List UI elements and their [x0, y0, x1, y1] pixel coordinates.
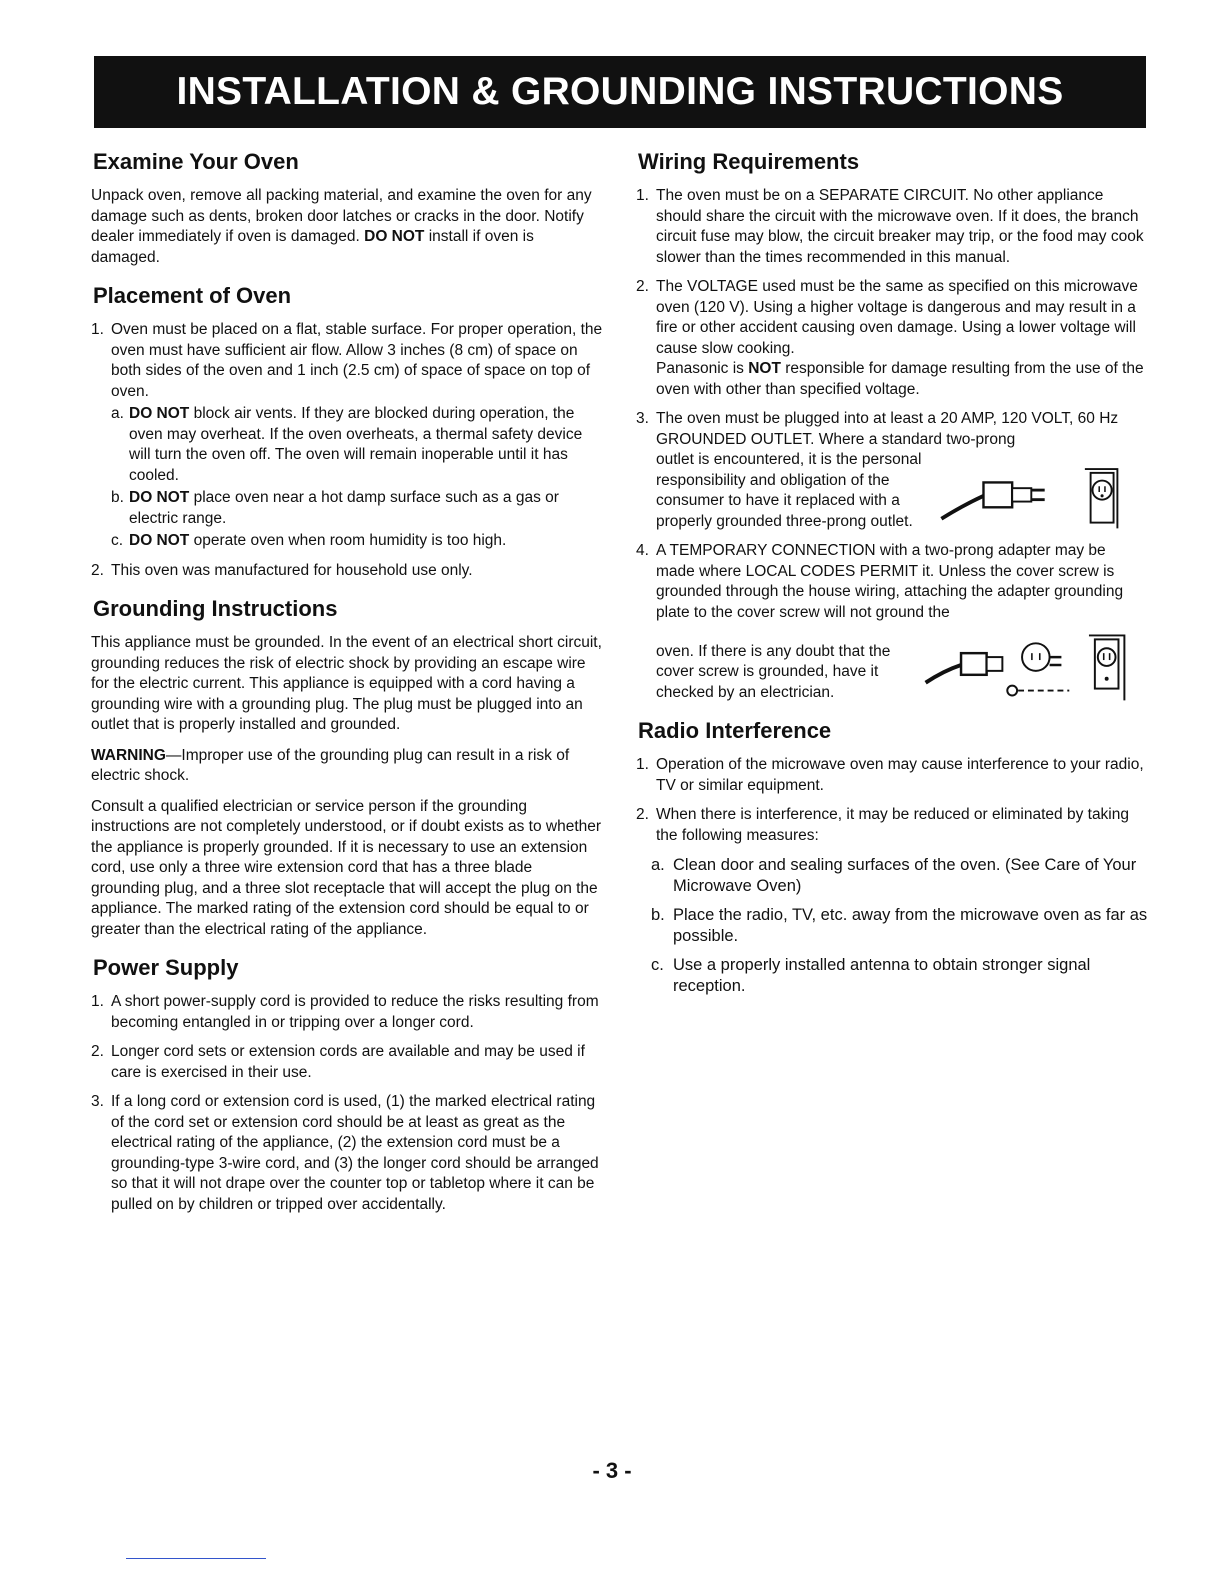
figure-row — [656, 450, 1148, 532]
list-text: This oven was manufactured for household use only. — [111, 561, 473, 579]
list-bold: NOT — [748, 360, 781, 377]
power-heading: Power Supply — [93, 955, 239, 980]
list-text: oven. If there is any doubt that the cover screw is grounded, have it checked by an electrician. — [656, 642, 891, 701]
three-prong-plug-outlet-icon — [928, 452, 1148, 532]
adapter-plug-head — [987, 657, 1003, 671]
examine-section — [91, 148, 603, 268]
list-number: 1. — [636, 756, 649, 773]
sub-text: Use a properly installed antenna to obtain stronger signal reception. — [673, 956, 1091, 995]
warning-label: WARNING — [91, 746, 166, 764]
list-text: The oven must be plugged into at least a 20 AMP, 120 VOLT, 60 Hz GROUNDED OUTLET. Where a standard two-prong — [656, 410, 1119, 448]
warning-text: —Improper use of the grounding plug can result in a risk of electric shock. — [91, 746, 570, 784]
sub-text: operate oven when room humidity is too high. — [193, 532, 507, 549]
sub-bold: DO NOT — [129, 405, 190, 422]
sub-item — [636, 905, 1148, 947]
sub-letter: b. — [111, 489, 124, 506]
sub-item — [91, 404, 603, 486]
adapter-plug-body — [961, 653, 987, 675]
list-number: 2. — [636, 806, 649, 823]
sub-text: Place the radio, TV, etc. away from the microwave oven as far as possible. — [673, 906, 1148, 945]
wiring-section — [636, 148, 1148, 703]
list-item — [91, 992, 603, 1033]
list-number: 2. — [91, 1043, 104, 1060]
list-text: Operation of the microwave oven may cause interference to your radio, TV or similar equipment. — [656, 756, 1144, 794]
radio-section — [636, 717, 1148, 997]
list-item — [91, 320, 603, 552]
examine-bold: DO NOT — [364, 228, 425, 245]
warning-paragraph — [91, 746, 603, 787]
list-text: Panasonic is — [656, 360, 744, 377]
wiring-heading: Wiring Requirements — [638, 149, 860, 174]
list-text: If a long cord or extension cord is used, (1) the marked electrical rating of the cord set or extension cord should be at least as great as the electrical rating of the appliance, (2) the extension cord must be a grounding-type 3-wire cord, and (3) the longer cord should be arranged so that it will not drape over the counter top or tabletop where it can be pulled on by children or tripped over accidentally. — [111, 1093, 599, 1213]
page-title: INSTALLATION & GROUNDING INSTRUCTIONS — [176, 70, 1064, 113]
list-text: responsible for damage resulting from the use of the oven with other than specified voltage. — [656, 360, 1144, 398]
right-column — [636, 148, 1148, 1011]
list-number: 3. — [636, 410, 649, 427]
sub-letter: c. — [111, 532, 124, 549]
list-text: The oven must be on a SEPARATE CIRCUIT. No other appliance should share the circuit with the microwave oven. If it does, the branch circuit fuse may blow, the circuit breaker may trip, or the food may cook slower than the times recommended in this manual. — [656, 187, 1144, 266]
sub-letter: b. — [651, 906, 665, 924]
plug-body — [983, 482, 1012, 507]
list-text: A short power-supply cord is provided to reduce the risks resulting from becoming entangled in or tripping over a longer cord. — [111, 993, 599, 1031]
grounding-heading: Grounding Instructions — [93, 596, 338, 621]
list-text: outlet is encountered, it is the personal responsibility and obligation of the consumer to have it replaced with a properly grounded three-prong outlet. — [656, 451, 922, 530]
page-number: - 3 - — [592, 1458, 632, 1483]
list-item — [636, 805, 1148, 846]
outlet-face — [1098, 648, 1116, 666]
list-item — [636, 409, 1148, 532]
list-text: A TEMPORARY CONNECTION with a two-prong adapter may be made where LOCAL CODES PERMIT it. Unless the cover screw is grounded through the house wiring, attaching the adapter grounding plate to the cover screw will not ground the — [656, 542, 1124, 621]
sub-letter: a. — [111, 405, 124, 422]
list-item — [91, 561, 603, 582]
adapter-body — [1022, 643, 1050, 671]
sub-item — [636, 955, 1148, 997]
sub-bold: DO NOT — [129, 532, 190, 549]
list-number: 2. — [636, 278, 649, 295]
grounding-paragraph: Consult a qualified electrician or service person if the grounding instructions are not completely understood, or if doubt exists as to whether the appliance is properly grounded. If it is necessary to use an extension cord, use only a three wire extension cord that has a three blade grounding plug, and a three slot receptacle that will accept the plug on the appliance. The marked rating of the extension cord should be equal to or greater than the electrical rating of the appliance. — [91, 797, 602, 938]
examine-text-2: install if oven is damaged. — [91, 228, 534, 266]
list-number: 3. — [91, 1093, 104, 1110]
two-prong-adapter-icon — [902, 623, 1148, 703]
list-number: 1. — [91, 321, 104, 338]
examine-text — [91, 186, 603, 268]
radio-heading: Radio Interference — [638, 718, 832, 743]
figure-row — [656, 623, 1148, 703]
list-number: 1. — [91, 993, 104, 1010]
list-item — [636, 186, 1148, 268]
cover-screw — [1105, 677, 1109, 681]
list-number: 1. — [636, 187, 649, 204]
list-text: Longer cord sets or extension cords are available and may be used if care is exercised in their use. — [111, 1043, 585, 1081]
sub-item — [91, 488, 603, 529]
examine-heading: Examine Your Oven — [93, 149, 299, 174]
sub-letter: a. — [651, 856, 665, 874]
list-item — [91, 1092, 603, 1215]
plug-head — [1012, 488, 1031, 501]
list-number: 4. — [636, 542, 649, 559]
list-item — [636, 541, 1148, 703]
list-number: 2. — [91, 561, 104, 579]
outlet-ground-hole — [1101, 494, 1104, 497]
list-item — [91, 1042, 603, 1083]
placement-section — [91, 282, 603, 581]
sub-item — [91, 531, 603, 552]
adapter-prong — [1050, 657, 1062, 665]
list-text: When there is interference, it may be reduced or eliminated by taking the following measures: — [656, 806, 1129, 844]
adapter-cord — [926, 665, 961, 683]
power-section — [91, 954, 603, 1215]
list-text: The VOLTAGE used must be the same as specified on this microwave oven (120 V). Using a higher voltage is dangerous and may result in a fire or other accident causing oven damage. Using a lower voltage will cause slow cooking. — [656, 278, 1138, 357]
page-title-banner — [94, 56, 1146, 128]
sub-text: place oven near a hot damp surface such as a gas or electric range. — [129, 489, 559, 527]
sub-text: block air vents. If they are blocked during operation, the oven may overheat. If the oven overheats, a thermal safety device will turn the oven off. The oven will remain inoperable until it has cooled. — [129, 405, 583, 484]
placement-heading: Placement of Oven — [93, 283, 292, 308]
list-item — [636, 755, 1148, 796]
sub-bold: DO NOT — [129, 489, 190, 506]
list-item — [636, 277, 1148, 400]
grounding-paragraph: This appliance must be grounded. In the event of an electrical short circuit, grounding reduces the risk of electric shock by providing an escape wire for the electric current. This appliance is equipped with a cord having a grounding wire with a grounding plug. The plug must be plugged into an outlet that is properly installed and grounded. — [91, 634, 602, 733]
examine-text-1: Unpack oven, remove all packing material, and examine the oven for any damage such as dents, broken door latches or cracks in the door. Notify dealer immediately if oven is damaged. — [91, 187, 592, 245]
footer-rule — [126, 1558, 266, 1559]
list-text: Oven must be placed on a flat, stable surface. For proper operation, the oven must have sufficient air flow. Allow 3 inches (8 cm) of space on both sides of the oven and 1 inch (2.5 cm) of space of space on top of oven. — [111, 321, 603, 400]
sub-text: Clean door and sealing surfaces of the oven. (See Care of Your Microwave Oven) — [673, 856, 1137, 895]
grounding-section — [91, 595, 603, 940]
left-column — [91, 148, 603, 1229]
adapter-ground-lug — [1007, 686, 1017, 696]
sub-item — [636, 855, 1148, 897]
plug-cord — [941, 496, 983, 519]
sub-letter: c. — [651, 956, 664, 974]
